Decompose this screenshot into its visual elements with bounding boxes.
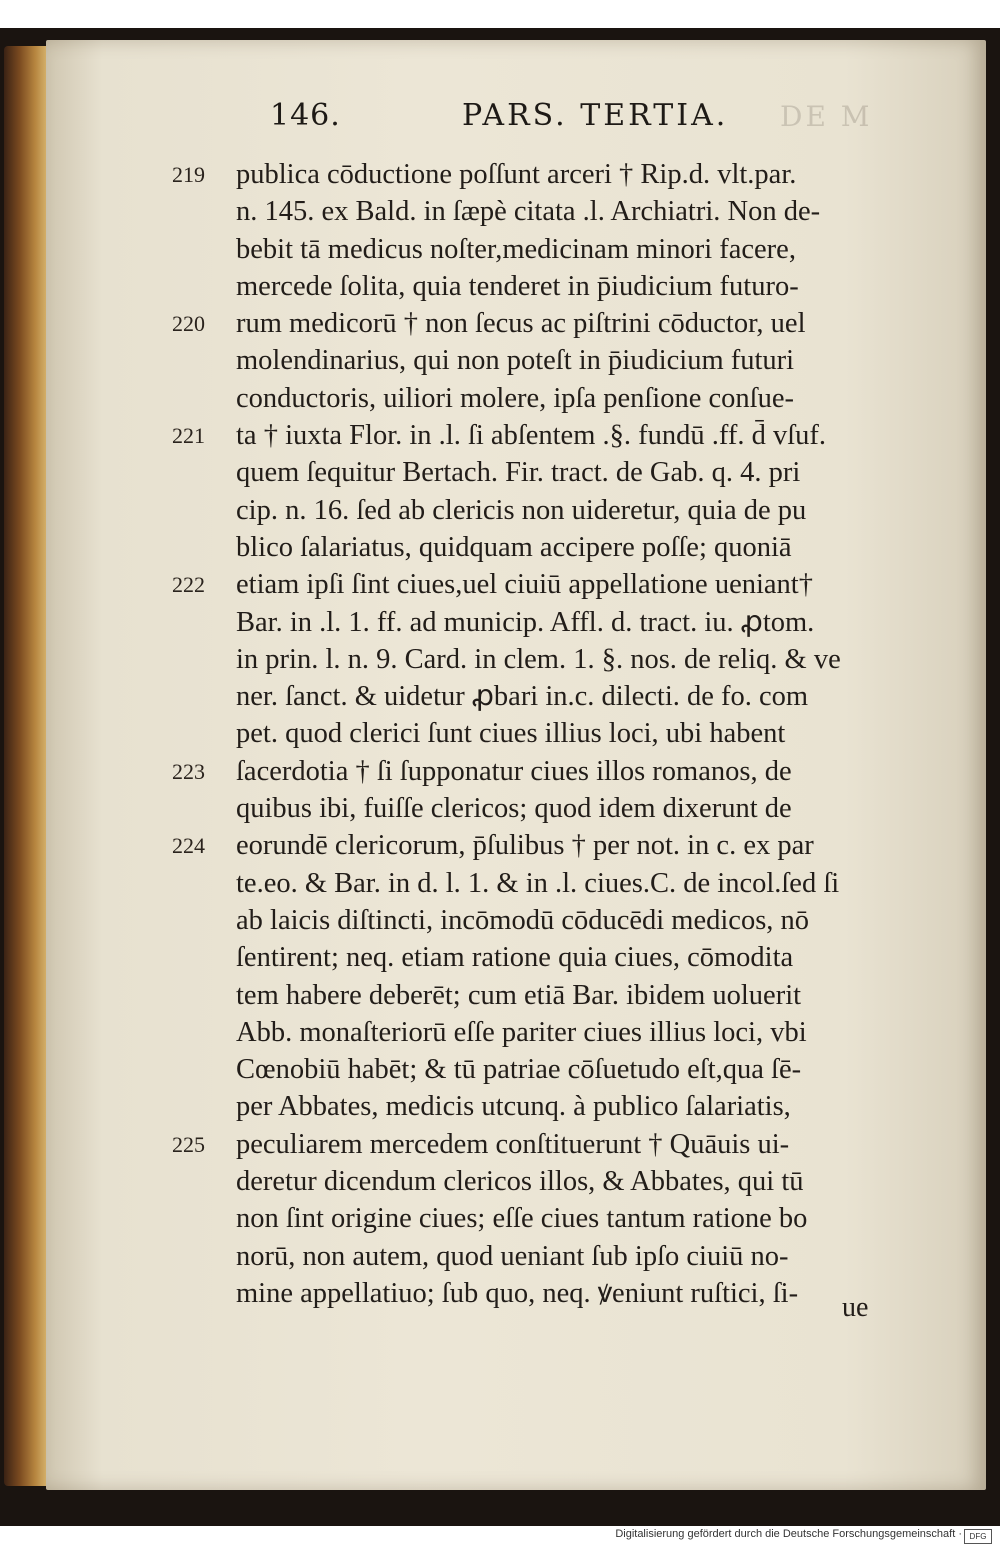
text-line	[172, 977, 962, 1014]
text-line	[172, 417, 962, 454]
line-text: eorundē clericorum, p̄ſulibus † per not. in c. ex par	[236, 830, 814, 862]
text-line	[172, 1126, 962, 1163]
text-line	[172, 902, 962, 939]
text-line	[172, 715, 962, 752]
marginal-number: 224	[172, 833, 205, 859]
line-text: n. 145. ex Bald. in ſæpè citata .l. Archiatri. Non de-	[236, 196, 821, 228]
text-line	[172, 268, 962, 305]
text-line	[172, 1200, 962, 1237]
text-line	[172, 1014, 962, 1051]
marginal-number: 223	[172, 758, 205, 784]
line-text: cip. n. 16. ſed ab clericis non uideretur, quia de pu	[236, 494, 807, 526]
text-line	[172, 753, 962, 790]
text-line	[172, 380, 962, 417]
text-line	[172, 492, 962, 529]
text-line	[172, 305, 962, 342]
text-line	[172, 566, 962, 603]
marginal-number: 225	[172, 1131, 205, 1157]
marginal-number: 221	[172, 423, 205, 449]
marginal-number: 219	[172, 162, 205, 187]
marginal-number: 220	[172, 311, 205, 337]
text-line	[172, 1163, 962, 1200]
digitization-credit: Digitalisierung gefördert durch die Deutsche Forschungsgemeinschaft ·	[615, 1528, 962, 1540]
line-text: blico ſalariatus, quidquam accipere poſſe; quoniā	[236, 531, 792, 563]
text-line	[172, 454, 962, 491]
page-number: 146.	[270, 98, 341, 133]
line-text: pet. quod clerici ſunt ciues illius loci, ubi habent	[236, 718, 786, 750]
line-text: ſacerdotia † ſi ſupponatur ciues illos romanos, de	[236, 755, 792, 787]
line-text: molendinarius, qui non poteſt in p̄iudicium futuri	[236, 345, 795, 377]
line-text: mercede ſolita, quia tenderet in p̄iudicium futuro-	[236, 270, 799, 302]
line-text: Abb. monaſteriorū eſſe pariter ciues illius loci, vbi	[236, 1016, 807, 1048]
line-text: peculiarem mercedem conſtituerunt † Quāuis ui-	[236, 1128, 790, 1160]
bleed-through-text: DE M	[780, 100, 873, 133]
text-line	[172, 827, 962, 864]
text-line	[172, 1088, 962, 1125]
text-line	[172, 939, 962, 976]
book-spine-edge	[4, 46, 48, 1486]
line-text: ta † iuxta Flor. in .l. ſi abſentem .§. fundū .ff. d̄ vſuf.	[236, 420, 826, 452]
text-line	[172, 678, 962, 715]
line-text: deretur dicendum clericos illos, & Abbates, qui tū	[236, 1166, 804, 1198]
line-text: Bar. in .l. 1. ff. ad municip. Affl. d. tract. iu. ꝓtom.	[236, 606, 815, 638]
text-line	[172, 641, 962, 678]
line-text: per Abbates, medicis utcunq. à publico ſalariatis,	[236, 1091, 791, 1123]
text-line	[172, 156, 962, 193]
catchword: ue	[842, 1292, 869, 1323]
line-text: norū, non autem, quod ueniant ſub ipſo ciuiū no-	[236, 1240, 789, 1272]
line-text: ner. ſanct. & uidetur ꝓbari in.c. dilecti. de fo. com	[236, 681, 809, 713]
line-text: quibus ibi, fuiſſe clericos; quod idem dixerunt de	[236, 793, 792, 825]
text-line	[172, 1051, 962, 1088]
line-text: tem habere deberēt; cum etiā Bar. ibidem uoluerit	[236, 979, 802, 1011]
line-text: ab laicis diſtincti, incōmodū cōducēdi medicos, nō	[236, 904, 810, 936]
line-text: mine appellatiuo; ſub quo, neq. ꝟeniunt ruſtici, ſi-	[236, 1277, 799, 1309]
line-text: te.eo. & Bar. in d. l. 1. & in .l. ciues.C. de incol.ſed ſi	[236, 867, 840, 899]
line-text: publica cōductione poſſunt arceri † Rip.d. vlt.par.	[236, 159, 797, 190]
line-text: conductoris, uiliori molere, ipſa penſione conſue-	[236, 382, 794, 414]
text-line	[172, 865, 962, 902]
text-line	[172, 231, 962, 268]
text-line	[172, 790, 962, 827]
text-line	[172, 342, 962, 379]
line-text: ſentirent; neq. etiam ratione quia ciues, cōmodita	[236, 942, 794, 974]
dfg-logo: DFG	[964, 1529, 992, 1544]
line-text: non ſint origine ciues; eſſe ciues tantum ratione bo	[236, 1203, 808, 1235]
page-header	[0, 98, 1000, 142]
text-line	[172, 193, 962, 230]
text-line	[172, 604, 962, 641]
line-text: rum medicorū † non ſecus ac piſtrini cōductor, uel	[236, 308, 806, 340]
line-text: etiam ipſi ſint ciues,uel ciuiū appellatione ueniant†	[236, 569, 813, 601]
line-text: quem ſequitur Bertach. Fir. tract. de Gab. q. 4. pri	[236, 457, 801, 489]
line-text: bebit tā medicus noſter,medicinam minori facere,	[236, 233, 796, 265]
footer	[0, 1526, 1000, 1546]
running-head: PARS. TERTIA.	[462, 98, 729, 133]
body-text	[172, 156, 962, 1312]
line-text: Cœnobiū habēt; & tū patriae cōſuetudo eſt,qua ſē-	[236, 1054, 802, 1086]
line-text: in prin. l. n. 9. Card. in clem. 1. §. nos. de reliq. & ve	[236, 643, 841, 675]
text-line	[172, 1238, 962, 1275]
marginal-number: 222	[172, 572, 205, 598]
text-line	[172, 529, 962, 566]
